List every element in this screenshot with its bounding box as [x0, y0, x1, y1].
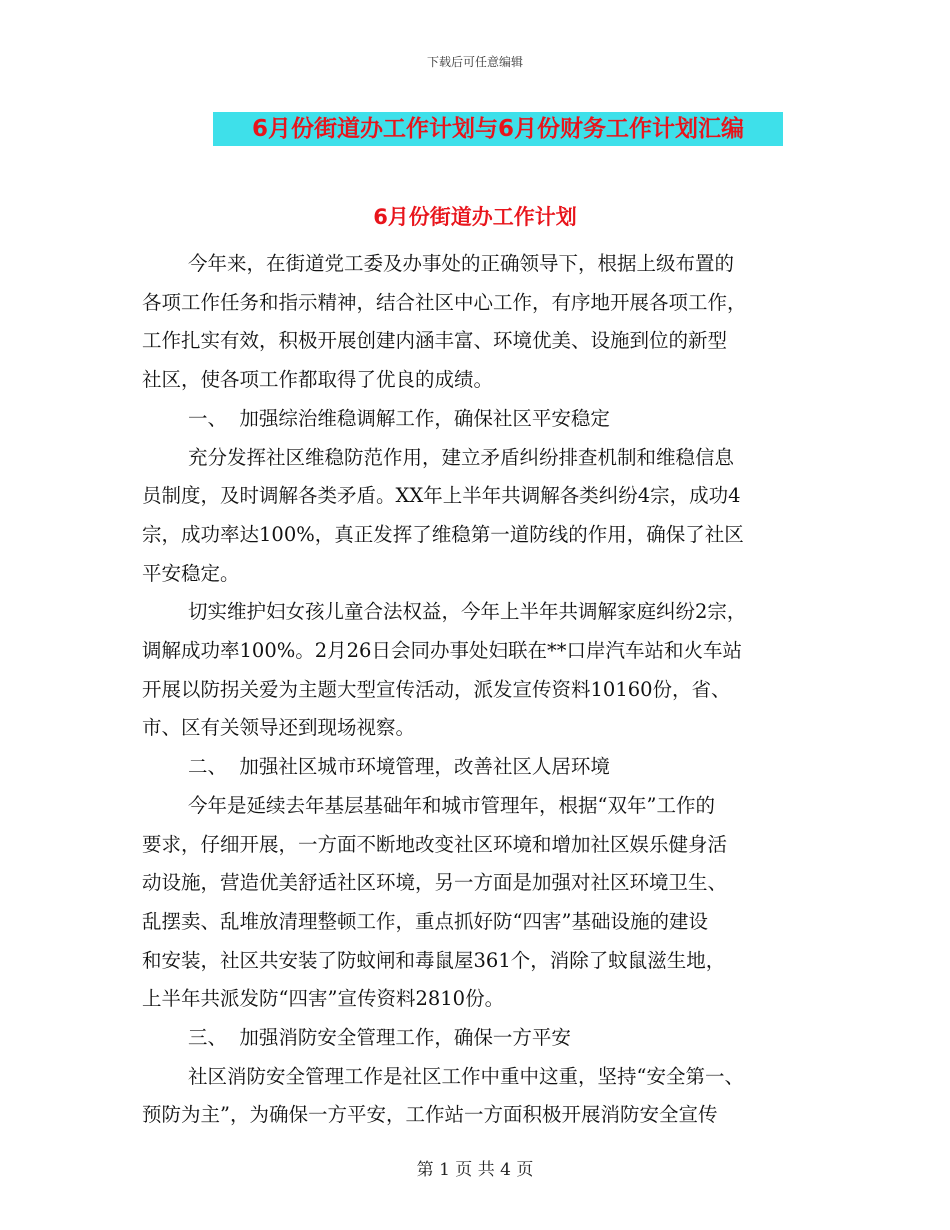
heading-one — [142, 400, 812, 439]
text-line: 二、 加强社区城市环境管理，改善社区人居环境 — [188, 755, 610, 779]
heading-two — [142, 748, 812, 787]
heading-three — [142, 1019, 812, 1058]
text-line: 切实维护妇女孩儿童合法权益，今年上半年共调解家庭纠纷2宗， — [188, 600, 747, 624]
paragraph-intro — [142, 245, 812, 400]
text-line: 调解成功率100%。2月26日会同办事处妇联在**口岸汽车站和火车站 — [142, 639, 742, 663]
paragraph-fire-safety — [142, 1058, 812, 1135]
header-note: 下载后可任意编辑 — [426, 55, 523, 69]
text-line: 社区消防安全管理工作是社区工作中重中这重，坚持“安全第一、 — [188, 1064, 744, 1088]
section-title: 6月份街道办工作计划 — [373, 205, 577, 229]
text-line: 乱摆卖、乱堆放清理整顿工作，重点抓好防“四害”基础设施的建设 — [142, 909, 708, 933]
text-line: 动设施，营造优美舒适社区环境，另一方面是加强对社区环境卫生、 — [142, 871, 728, 895]
text-line: 要求，仔细开展，一方面不断地改变社区环境和增加社区娱乐健身活 — [142, 832, 728, 856]
text-line: 今年是延续去年基层基础年和城市管理年，根据“双年”工作的 — [188, 793, 715, 817]
text-line: 社区，使各项工作都取得了优良的成绩。 — [142, 368, 494, 392]
page-footer: 第 1 页 共 4 页 — [416, 1160, 534, 1180]
text-line: 一、 加强综治维稳调解工作，确保社区平安稳定 — [188, 406, 610, 430]
text-line: 市、区有关领导还到现场视察。 — [142, 716, 416, 740]
text-line: 预防为主”，为确保一方平安，工作站一方面积极开展消防安全宣传 — [142, 1103, 718, 1127]
text-line: 上半年共派发防“四害”宣传资料2810份。 — [142, 987, 505, 1011]
text-line: 充分发挥社区维稳防范作用，建立矛盾纠纷排查机制和维稳信息 — [188, 445, 735, 469]
text-line: 开展以防拐关爱为主题大型宣传活动，派发宣传资料10160份，省、 — [142, 677, 731, 701]
text-line: 三、 加强消防安全管理工作，确保一方平安 — [188, 1026, 571, 1050]
document-title: 6月份街道办工作计划与6月份财务工作计划汇编 — [213, 112, 783, 146]
paragraph-mediation — [142, 439, 812, 594]
document-body — [142, 245, 812, 1135]
paragraph-environment — [142, 787, 812, 1019]
text-line: 宗，成功率达100%，真正发挥了维稳第一道防线的作用，确保了社区 — [142, 522, 744, 546]
text-line: 各项工作任务和指示精神，结合社区中心工作，有序地开展各项工作， — [142, 290, 747, 314]
text-line: 员制度，及时调解各类矛盾。XX年上半年共调解各类纠纷4宗，成功4 — [142, 484, 741, 508]
text-line: 平安稳定。 — [142, 561, 240, 585]
paragraph-women-children — [142, 593, 812, 748]
text-line: 工作扎实有效，积极开展创建内涵丰富、环境优美、设施到位的新型 — [142, 329, 728, 353]
text-line: 和安装，社区共安装了防蚊闸和毒鼠屋361个，消除了蚊鼠滋生地， — [142, 948, 726, 972]
text-line: 今年来，在街道党工委及办事处的正确领导下，根据上级布置的 — [188, 252, 735, 275]
